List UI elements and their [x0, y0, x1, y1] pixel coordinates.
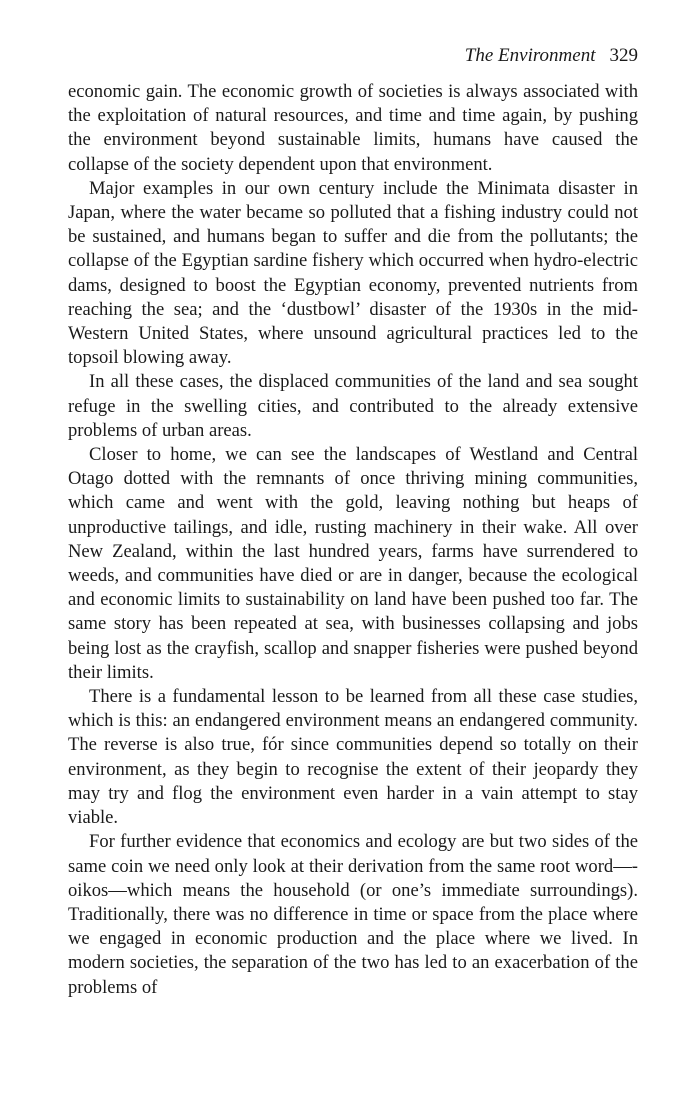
running-title: The Environment	[464, 45, 596, 66]
paragraph-continued: economic gain. The economic growth of societies is always associated with the exploitation of natural resources, and time and time again, by pushing the environment beyond sustainable limits, humans have caused the collapse of the society dependent upon that environment.	[68, 81, 638, 175]
paragraph-fundamental-lesson: There is a fundamental lesson to be learned from all these case studies, which is this: an endangered environment means an endangered community. The reverse is also true, fór since communities depend so totally on their environment, as they begin to recognise the extent of their jeopardy they may try and flog the environment even harder in a vain attempt to stay viable.	[68, 686, 638, 829]
running-head	[68, 44, 638, 68]
paragraph-displaced-communities: In all these cases, the displaced communities of the land and sea sought refuge in the swelling cities, and contributed to the already extensive problems of urban areas.	[68, 371, 638, 441]
page-number: 329	[609, 45, 638, 66]
paragraph-closer-to-home: Closer to home, we can see the landscapes of Westland and Central Otago dotted with the remnants of once thriving mining communities, which came and went with the gold, leaving nothing but heaps of unproductive tailings, and idle, rusting machinery in their wake. All over New Zealand, within the last hundred years, farms have surrendered to weeds, and communities have died or are in danger, because the ecological and economic limits to sustainability on land have been pushed too far. The same story has been repeated at sea, with businesses collapsing and jobs being lost as the crayfish, scallop and snapper fisheries were pushed beyond their limits.	[68, 444, 638, 683]
book-page	[68, 44, 638, 1000]
paragraph-oikos: For further evidence that economics and ecology are but two sides of the same coin we need only look at their derivation from the same root word—-oikos—which means the household (or one’s immediate surroundings). Traditionally, there was no difference in time or space from the place where we engaged in economic production and the place where we lived. In modern societies, the separation of the two has led to an exacerbation of the problems of	[68, 831, 638, 998]
paragraph-major-examples: Major examples in our own century include the Minimata disaster in Japan, where the water became so polluted that a fishing industry could not be sustained, and humans began to suffer and die from the pollutants; the collapse of the Egyptian sardine fishery which occurred when hydro-electric dams, designed to boost the Egyptian economy, prevented nutrients from reaching the sea; and the ‘dustbowl’ disaster of the 1930s in the mid-Western United States, where unsound agricultural practices led to the topsoil blowing away.	[68, 177, 638, 369]
